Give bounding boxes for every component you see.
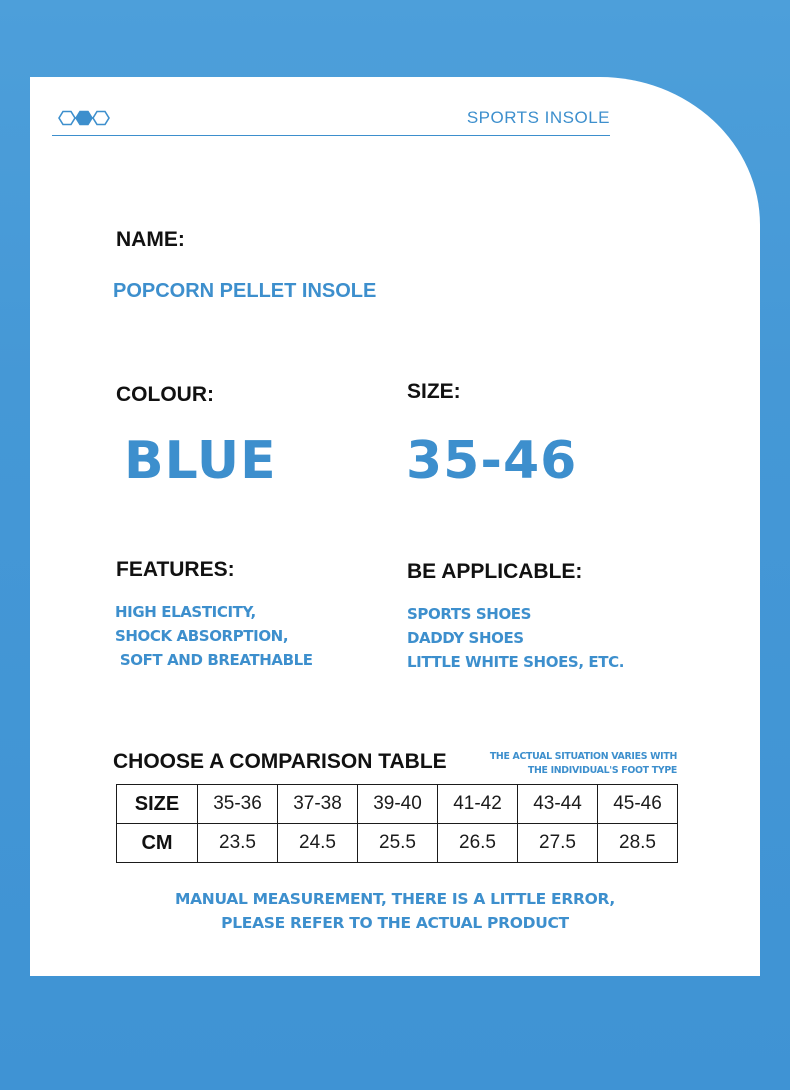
table-cell: 25.5	[358, 824, 438, 863]
features-list	[115, 600, 313, 672]
table-cell: 43-44	[518, 785, 598, 824]
table-row	[117, 824, 678, 863]
table-cell: 24.5	[278, 824, 358, 863]
colour-label: COLOUR:	[116, 383, 214, 406]
size-value: 35-46	[406, 431, 578, 491]
disclaimer-line: PLEASE REFER TO THE ACTUAL PRODUCT	[221, 914, 569, 932]
feature-item: SOFT AND BREATHABLE	[115, 651, 313, 669]
size-comparison-table	[116, 784, 678, 863]
info-card	[30, 77, 760, 976]
table-cell: 23.5	[198, 824, 278, 863]
note-line: THE ACTUAL SITUATION VARIES WITH	[489, 751, 677, 762]
disclaimer-line: MANUAL MEASUREMENT, THERE IS A LITTLE ERROR,	[174, 890, 615, 908]
table-cell: 28.5	[598, 824, 678, 863]
features-label: FEATURES:	[116, 558, 235, 581]
feature-item: HIGH ELASTICITY,	[115, 603, 256, 621]
header-divider	[52, 135, 610, 136]
name-label: NAME:	[116, 228, 185, 251]
table-cell: 41-42	[438, 785, 518, 824]
note-line: THE INDIVIDUAL'S FOOT TYPE	[527, 765, 677, 776]
feature-item: SHOCK ABSORPTION,	[115, 627, 289, 645]
name-value: POPCORN PELLET INSOLE	[113, 280, 377, 302]
applicable-label: BE APPLICABLE:	[407, 560, 583, 583]
row-header: CM	[117, 824, 198, 863]
table-cell: 35-36	[198, 785, 278, 824]
applicable-list	[407, 602, 624, 674]
table-cell: 39-40	[358, 785, 438, 824]
row-header: SIZE	[117, 785, 198, 824]
comparison-note	[490, 750, 677, 778]
measurement-disclaimer	[30, 887, 760, 935]
table-row	[117, 785, 678, 824]
size-label: SIZE:	[407, 380, 461, 403]
applicable-item: LITTLE WHITE SHOES, ETC.	[407, 653, 625, 671]
applicable-item: DADDY SHOES	[407, 629, 524, 647]
hexagon-trio-icon	[54, 108, 114, 128]
applicable-item: SPORTS SHOES	[407, 605, 532, 623]
table-cell: 37-38	[278, 785, 358, 824]
table-cell: 27.5	[518, 824, 598, 863]
table-cell: 26.5	[438, 824, 518, 863]
header-title: SPORTS INSOLE	[466, 108, 610, 127]
comparison-title: CHOOSE A COMPARISON TABLE	[113, 750, 447, 773]
table-cell: 45-46	[598, 785, 678, 824]
colour-value: BLUE	[124, 431, 277, 491]
